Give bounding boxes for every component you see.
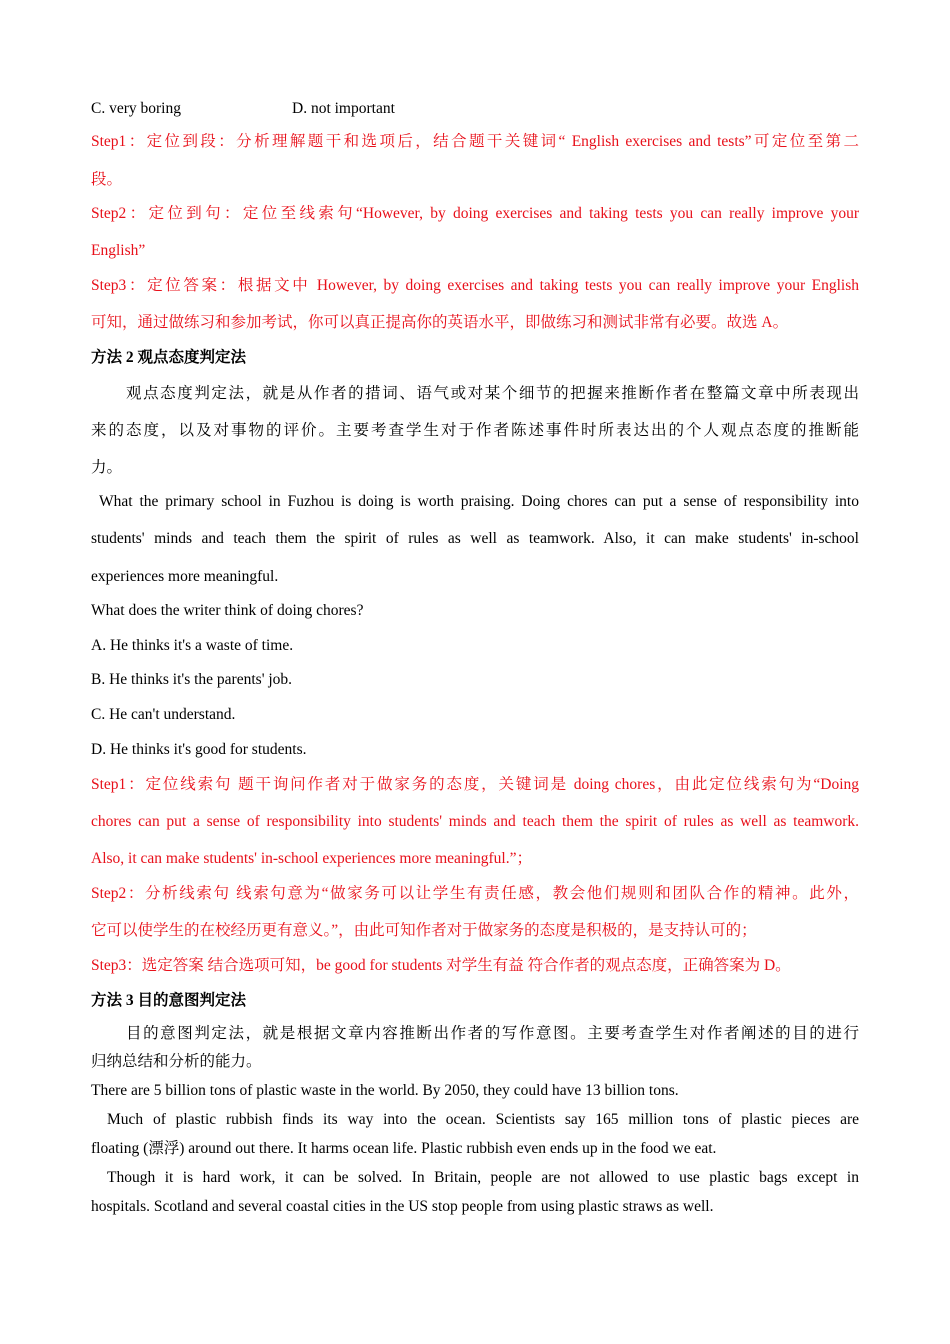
method2-intro-line3: 力。 — [91, 459, 123, 476]
method2-option-a: A. He thinks it's a waste of time. — [91, 637, 294, 654]
method3-passage-p3-line1: Though it is hard work, it can be solved. In Britain, people are not allowed to use plastic bags except in — [107, 1169, 859, 1186]
method3-passage-p3-line2: hospitals. Scotland and several coastal cities in the US stop people from using plastic straws as well. — [91, 1198, 714, 1215]
q1-step1-line1: Step1：定位到段：分析理解题干和选项后，结合题干关键词“ English exercises and tests”可定位至第二 — [91, 133, 859, 150]
method3-intro-line1: 目的意图判定法，就是根据文章内容推断出作者的写作意图。主要考查学生对作者阐述的目的进行 — [126, 1025, 859, 1042]
method2-step3-line1: Step3：选定答案 结合选项可知，be good for students 对学生有益 符合作者的观点态度，正确答案为 D。 — [91, 957, 791, 974]
method2-step2-line1: Step2：分析线索句 线索句意为“做家务可以让学生有责任感，教会他们规则和团队合作的精神。此外， — [91, 885, 859, 902]
q1-option-d: D. not important — [292, 100, 395, 117]
q1-step1-line2: 段。 — [91, 171, 123, 188]
q1-step3-line2: 可知，通过做练习和参加考试，你可以真正提高你的英语水平，即做练习和测试非常有必要。故选 A。 — [91, 314, 789, 331]
method2-step1-line3: Also, it can make students' in-school experiences more meaningful.”； — [91, 850, 532, 867]
method2-heading: 方法 2 观点态度判定法 — [91, 349, 247, 366]
method3-intro-line2: 归纳总结和分析的能力。 — [91, 1053, 262, 1070]
method2-step1-line2: chores can put a sense of responsibility into students' minds and teach them the spirit of rules as well as teamwork. — [91, 813, 859, 830]
method2-intro-line2: 来的态度，以及对事物的评价。主要考查学生对于作者陈述事件时所表达出的个人观点态度的推断能 — [91, 422, 859, 439]
method2-passage-line3: experiences more meaningful. — [91, 568, 279, 585]
method2-intro-line1: 观点态度判定法，就是从作者的措词、语气或对某个细节的把握来推断作者在整篇文章中所表现出 — [126, 385, 859, 402]
method3-passage-p2-line2: floating (漂浮) around out there. It harms ocean life. Plastic rubbish even ends up in the food we eat. — [91, 1140, 717, 1157]
method3-passage-p1: There are 5 billion tons of plastic waste in the world. By 2050, they could have 13 billion tons. — [91, 1082, 679, 1099]
method2-option-c: C. He can't understand. — [91, 706, 236, 723]
method3-heading: 方法 3 目的意图判定法 — [91, 992, 247, 1009]
method2-option-d: D. He thinks it's good for students. — [91, 741, 307, 758]
method2-passage-line1: What the primary school in Fuzhou is doing is worth praising. Doing chores can put a sense of responsibility into — [99, 493, 859, 510]
method2-passage-line2: students' minds and teach them the spirit of rules as well as teamwork. Also, it can make students' in-school — [91, 530, 859, 547]
q1-options-row — [91, 99, 859, 119]
q1-step2-line2: English” — [91, 242, 146, 259]
method2-option-b: B. He thinks it's the parents' job. — [91, 671, 293, 688]
q1-step3-line1: Step3：定位答案：根据文中 However, by doing exercises and taking tests you can really improve your English — [91, 277, 859, 294]
method2-step2-line2: 它可以使学生的在校经历更有意义。”，由此可知作者对于做家务的态度是积极的，是支持认可的； — [91, 922, 757, 939]
q1-step2-line1: Step2：定位到句：定位至线索句“However, by doing exercises and taking tests you can really improve your — [91, 205, 859, 222]
method2-question: What does the writer think of doing chores? — [91, 602, 364, 619]
q1-option-c: C. very boring — [91, 100, 181, 117]
method2-step1-line1: Step1：定位线索句 题干询问作者对于做家务的态度，关键词是 doing chores，由此定位线索句为“Doing — [91, 776, 859, 793]
method3-passage-p2-line1: Much of plastic rubbish finds its way into the ocean. Scientists say 165 million tons of plastic pieces are — [107, 1111, 859, 1128]
